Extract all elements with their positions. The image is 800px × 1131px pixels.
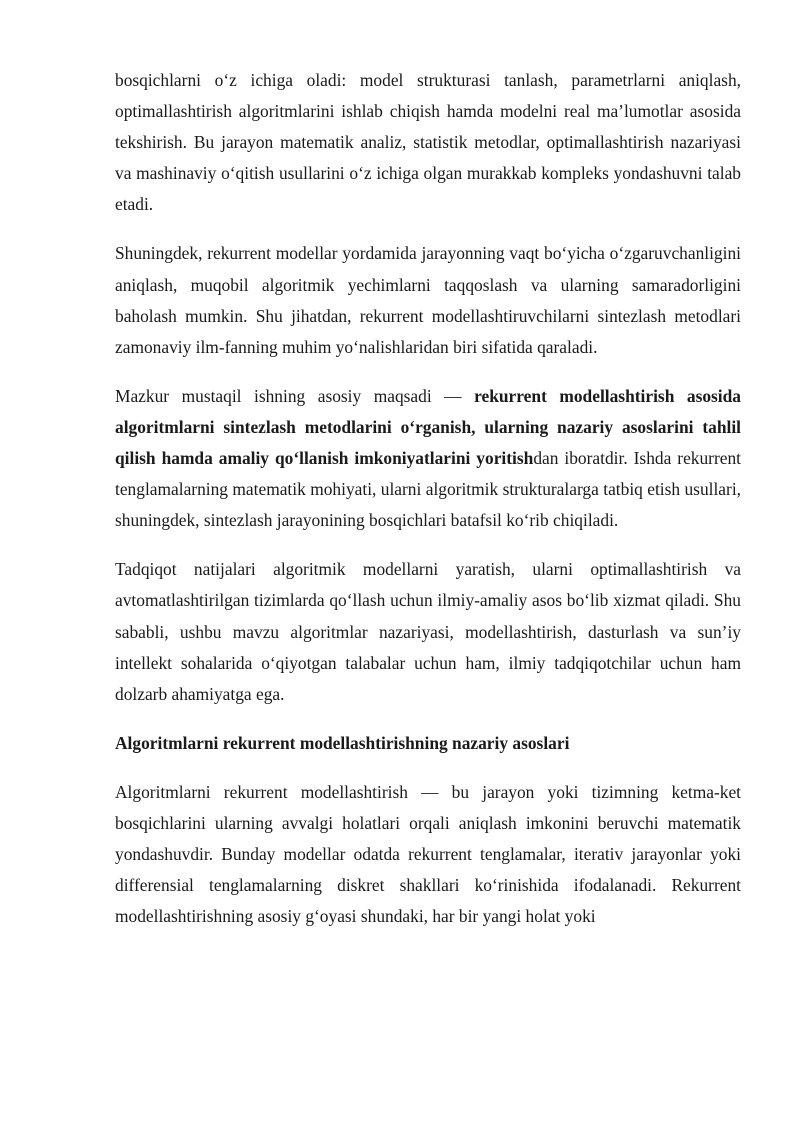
paragraph-4: Tadqiqot natijalari algoritmik modellarni yaratish, ularni optimallashtirish va avtomatlashtirilgan tizimlarda qo‘llash uchun ilmiy-amaliy asos bo‘lib xizmat qiladi. Shu sababli, ushbu mavzu algoritmlar nazariyasi, modellashtirish, dasturlash va sun’iy intellekt sohalarida o‘qiyotgan talabalar uchun ham, ilmiy tadqiqotchilar uchun ham dolzarb ahamiyatga ega. [115, 559, 741, 704]
paragraph-5: Algoritmlarni rekurrent modellashtirish — bu jarayon yoki tizimning ketma-ket bosqichlarini ularning avvalgi holatlari orqali aniqlash imkonini beruvchi matematik yondashuvdir. Bunday modellar odatda rekurrent tenglamalar, iterativ jarayonlar yoki differensial tenglamalarning diskret shakllari ko‘rinishida ifodalanadi. Rekurrent modellashtirishning asosiy g‘oyasi shundaki, har bir yangi holat yoki [115, 781, 741, 927]
paragraph-3 [115, 381, 741, 536]
paragraph-3-start: Mazkur mustaqil ishning asosiy maqsadi — [115, 385, 475, 406]
section-heading: Algoritmlarni rekurrent modellashtirishning nazariy asoslari [115, 732, 570, 753]
paragraph-3-end: dan iboratdir. Ishda rekurrent tenglamalarning matematik mohiyati, ularni algoritmik strukturalarga tatbiq etish usullari, shuningdek, sintezlash jarayonining bosqichlari batafsil ko‘rib chiqiladi. [115, 448, 742, 531]
document-page [115, 65, 741, 950]
paragraph-2: Shuningdek, rekurrent modellar yordamida jarayonning vaqt bo‘yicha o‘zgaruvchanligini aniqlash, muqobil algoritmik yechimlarni taqqoslash va ularning samaradorligini baholash mumkin. Shu jihatdan, rekurrent modellashtiruvchilarni sintezlash metodlari zamonaviy ilm-fanning muhim yo‘nalishlaridan biri sifatida qaraladi. [115, 243, 741, 357]
paragraph-1: bosqichlarni o‘z ichiga oladi: model strukturasi tanlash, parametrlarni aniqlash, optimallashtirish algoritmlarini ishlab chiqish hamda modelni real ma’lumotlar asosida tekshirish. Bu jarayon matematik analiz, statistik metodlar, optimallashtirish nazariyasi va mashinaviy o‘qitish usullarini o‘z ichiga olgan murakkab kompleks yondashuvni talab etadi. [115, 70, 741, 215]
paragraph-3-bold: rekurrent modellashtirish asosida algoritmlarni sintezlash metodlarini o‘rganish, ularning nazariy asoslarini tahlil qilish hamda amaliy qo‘llanish imkoniyatlarini yoritish [115, 385, 741, 469]
